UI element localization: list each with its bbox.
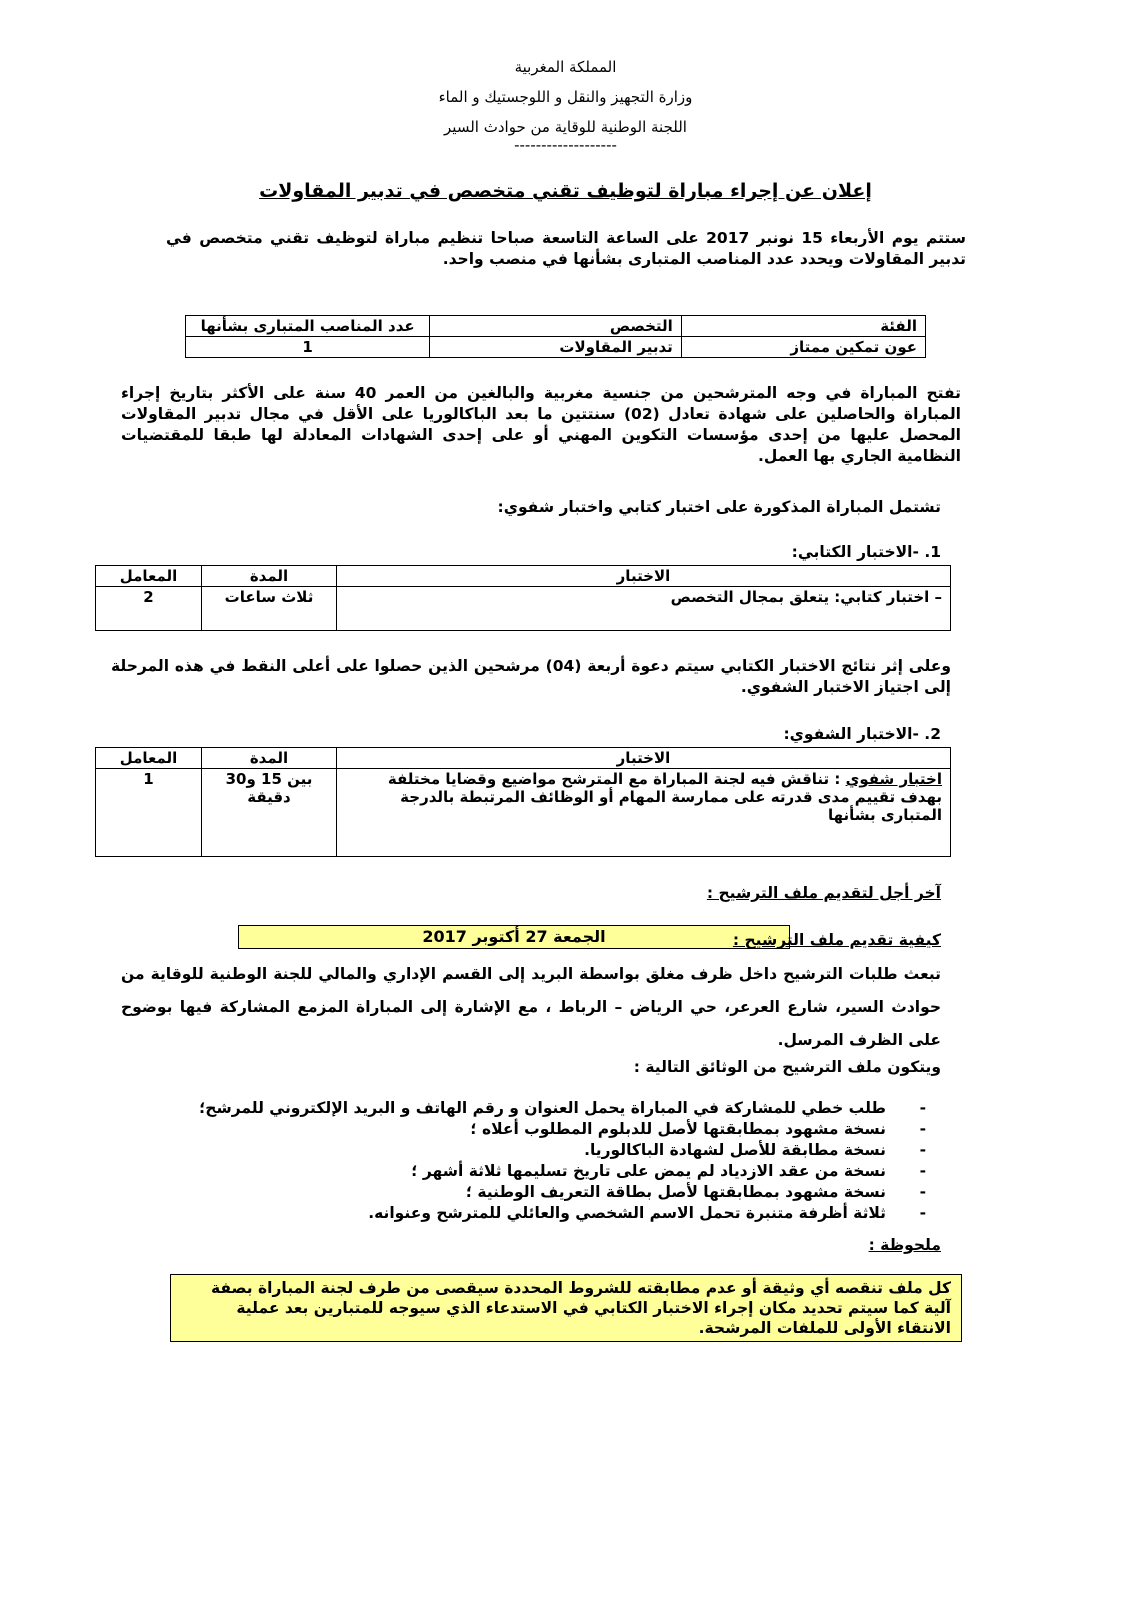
header-kingdom: المملكة المغربية — [514, 58, 617, 76]
table-cell: عون تمكين ممتاز — [681, 337, 925, 358]
page-title: إعلان عن إجراء مباراة لتوظيف تقني متخصص في تدبير المقاولات — [259, 180, 872, 202]
header-cell: المدة — [202, 748, 337, 769]
written-exam-label: 1. -الاختبار الكتابي: — [791, 543, 941, 561]
header-cell: المدة — [202, 566, 337, 587]
header-cell: التخصص — [430, 316, 682, 337]
positions-table — [185, 315, 926, 358]
documents-list — [186, 1098, 926, 1224]
oral-test-description: : تناقش فيه لجنة المباراة مع المترشح مواضيع وقضايا مختلفة بهدف تقييم مدى قدرته على ممارسة المهام أو الوظائف المرتبطة بالدرجة المتبارى بشأنها — [387, 770, 942, 824]
after-written-paragraph: وعلى إثر نتائج الاختبار الكتابي سيتم دعوة أربعة (04) مرشحين الذين حصلوا على أعلى النقط في هذه المرحلة إلى اجتياز الاختبار الشفوي. — [111, 657, 951, 696]
table-cell: تدبير المقاولات — [430, 337, 682, 358]
table-cell: 2 — [96, 587, 202, 631]
header-cell: الاختبار — [337, 748, 951, 769]
table-row — [96, 769, 951, 857]
intro-paragraph: ستتم يوم الأربعاء 15 نونبر 2017 على الساعة التاسعة صباحا تنظيم مباراة لتوظيف تقني متخصص في تدبير المقاولات ويحدد عدد المناصب المتبارى بشأنها في منصب واحد. — [166, 229, 967, 268]
eligibility-paragraph: تفتح المباراة في وجه المترشحين من جنسية مغربية والبالغين من العمر 40 سنة على الأكثر بتاريخ إجراء المباراة والحاصلين على شهادة تعادل (02) سنتتين ما بعد الباكالوريا على الأقل في مجال تدبير المقاولات المحصل عليها من إحدى مؤسسات التكوين المهني أو على إحدى الشهادات المعادلة لها طبقا للمقتضيات النظامية الجاري بها العمل. — [121, 384, 961, 465]
table-cell: بين 15 و30 دقيقة — [202, 769, 337, 857]
header-cell: عدد المناصب المتبارى بشأنها — [186, 316, 430, 337]
exam-intro: تشتمل المباراة المذكورة على اختبار كتابي واختبار شفوي: — [497, 498, 941, 516]
deadline-box: الجمعة 27 أكتوبر 2017 — [238, 925, 790, 949]
header-cell: الفئة — [681, 316, 925, 337]
oral-test-label: اختبار شفوي — [845, 770, 942, 788]
docs-intro: ويتكون ملف الترشيح من الوثائق التالية : — [633, 1058, 941, 1076]
header-cell: المعامل — [96, 748, 202, 769]
oral-exam-table — [95, 747, 951, 857]
note-label: ملحوظة : — [868, 1236, 941, 1254]
header-cell: الاختبار — [337, 566, 951, 587]
table-cell: 1 — [96, 769, 202, 857]
table-row — [96, 587, 951, 631]
list-item: - ثلاثة أظرفة متنبرة تحمل الاسم الشخصي والعائلي للمترشح وعنوانه. — [368, 1204, 926, 1222]
submission-label: كيفية تقديم ملف الترشيح : — [732, 931, 941, 949]
header-separator: ------------------- — [514, 136, 617, 154]
header-ministry: وزارة التجهيز والنقل و اللوجستيك و الماء — [438, 88, 693, 106]
table-header-row — [186, 316, 926, 337]
header-cell: المعامل — [96, 566, 202, 587]
written-exam-table — [95, 565, 951, 631]
table-header-row — [96, 566, 951, 587]
oral-exam-label: 2. -الاختبار الشفوي: — [783, 725, 941, 743]
list-item: - نسخة مشهود بمطابقتها لأصل للدبلوم المطلوب أعلاه ؛ — [470, 1120, 926, 1138]
list-item: - نسخة من عقد الازدياد لم يمض على تاريخ تسليمها ثلاثة أشهر ؛ — [411, 1162, 926, 1180]
table-row — [186, 337, 926, 358]
table-header-row — [96, 748, 951, 769]
note-box: كل ملف تنقصه أي وثيقة أو عدم مطابقته للشروط المحددة سيقصى من طرف لجنة المباراة بصفة آلية كما سيتم تحديد مكان إجراء الاختبار الكتابي في الاستدعاء الذي سيوجه للمتبارين بعد عملية الانتقاء الأولى للملفات المرشحة. — [170, 1274, 962, 1342]
list-item: - نسخة مشهود بمطابقتها لأصل بطاقة التعريف الوطنية ؛ — [465, 1183, 926, 1201]
submission-paragraph: تبعث طلبات الترشيح داخل ظرف مغلق بواسطة البريد إلى القسم الإداري والمالي للجنة الوطنية للوقاية من حوادث السير، شارع العرعر، حي الرياض – الرباط ، مع الإشارة إلى المباراة المزمع المشاركة فيها بوضوح على الظرف المرسل. — [121, 965, 941, 1049]
table-cell: ثلاث ساعات — [202, 587, 337, 631]
list-item: - طلب خطي للمشاركة في المباراة يحمل العنوان و رقم الهاتف و البريد الإلكتروني للمرشح؛ — [199, 1099, 926, 1117]
header-committee: اللجنة الوطنية للوقاية من حوادث السير — [444, 118, 687, 136]
deadline-label: آخر أجل لتقديم ملف الترشيح : — [706, 884, 941, 902]
table-cell: – اختبار كتابي: يتعلق بمجال التخصص — [337, 587, 951, 631]
table-cell: 1 — [186, 337, 430, 358]
list-item: - نسخة مطابقة للأصل لشهادة الباكالوريا. — [584, 1141, 926, 1159]
table-cell — [337, 769, 951, 857]
